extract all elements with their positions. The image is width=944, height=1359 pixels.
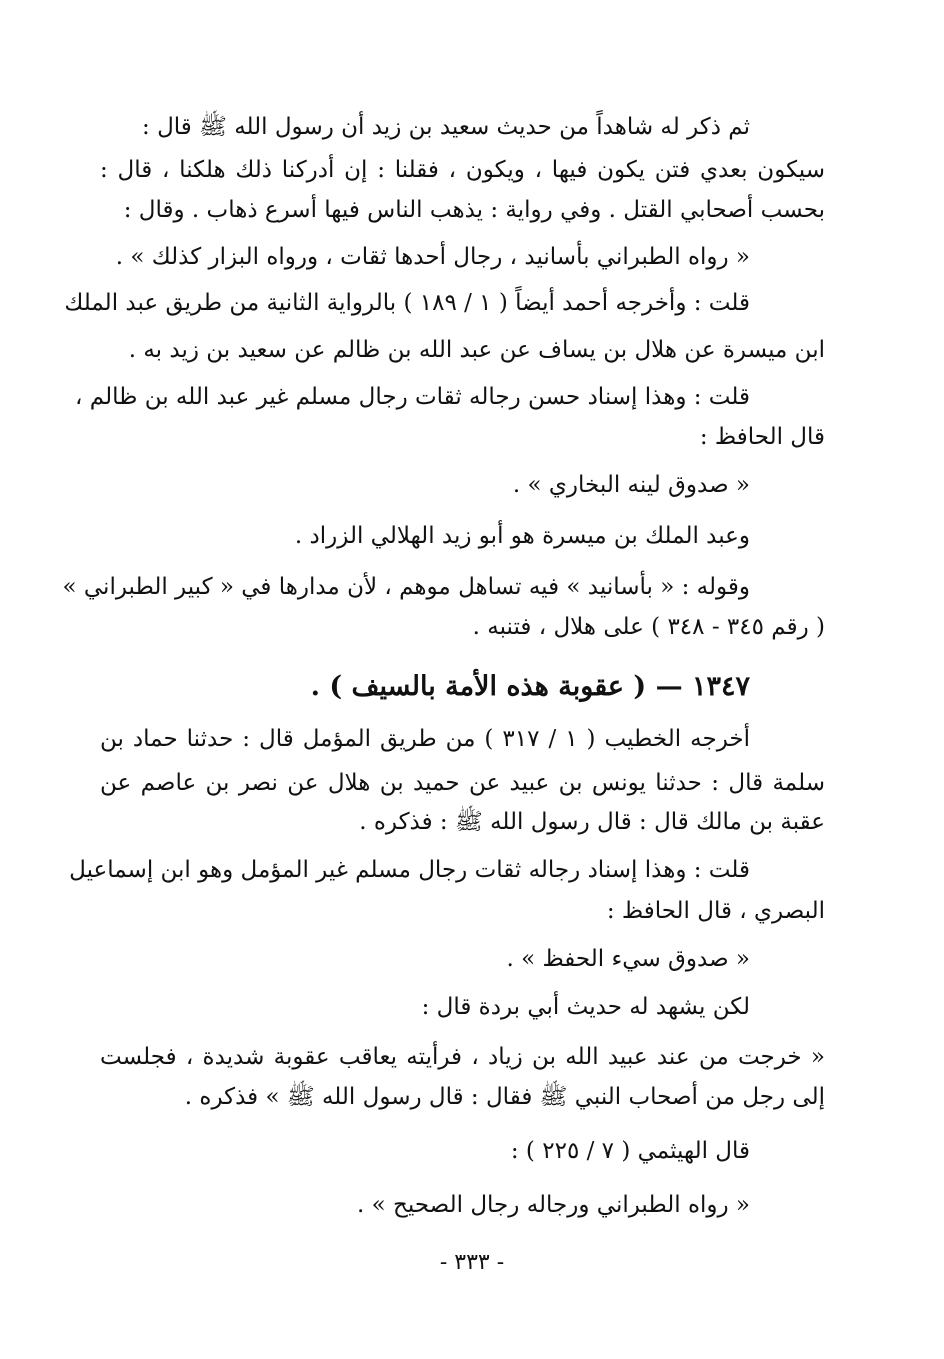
text-line-23: قال الهيثمي ( ٧ / ٢٢٥ ) : — [510, 1138, 750, 1164]
text-line-3: بحسب أصحابي القتل . وفي رواية : يذهب الناس فيها أسرع ذهاب . وقال : — [123, 197, 825, 223]
text-line-19: « صدوق سيء الحفظ » . — [506, 946, 750, 972]
text-line-15: سلمة قال : حدثنا يونس بن عبيد عن حميد بن هلال عن نصر بن عاصم عن — [100, 770, 825, 796]
text-line-2: سيكون بعدي فتن يكون فيها ، ويكون ، فقلنا : إن أدركنا ذلك هلكنا ، قال : — [100, 157, 825, 183]
text-line-4: « رواه الطبراني بأسانيد ، رجال أحدها ثقات ، ورواه البزار كذلك » . — [115, 244, 750, 270]
text-line-22: إلى رجل من أصحاب النبي ﷺ فقال : قال رسول الله ﷺ » فذكره . — [184, 1084, 825, 1110]
text-line-18: البصري ، قال الحافظ : — [606, 898, 825, 924]
text-line-5: قلت : وأخرجه أحمد أيضاً ( ١ / ١٨٩ ) بالرواية الثانية من طريق عبد الملك — [64, 290, 750, 316]
text-line-14: أخرجه الخطيب ( ١ / ٣١٧ ) من طريق المؤمل قال : حدثنا حماد بن — [100, 726, 750, 752]
text-line-8: قال الحافظ : — [699, 424, 825, 450]
text-line-24: « رواه الطبراني ورجاله رجال الصحيح » . — [357, 1192, 750, 1218]
text-line-20: لكن يشهد له حديث أبي بردة قال : — [421, 994, 750, 1020]
text-line-9: « صدوق لينه البخاري » . — [512, 472, 750, 498]
text-line-21: « خرجت من عند عبيد الله بن زياد ، فرأيته يعاقب عقوبة شديدة ، فجلست — [100, 1044, 825, 1070]
text-line-7: قلت : وهذا إسناد حسن رجاله ثقات رجال مسلم غير عبد الله بن ظالم ، — [75, 384, 750, 410]
text-line-17: قلت : وهذا إسناد رجاله ثقات رجال مسلم غير المؤمل وهو ابن إسماعيل — [69, 857, 750, 883]
text-line-6: ابن ميسرة عن هلال بن يساف عن عبد الله بن ظالم عن سعيد بن زيد به . — [128, 337, 825, 363]
hadith-heading: ١٣٤٧ — ( عقوبة هذه الأمة بالسيف ) . — [310, 671, 750, 702]
text-line-12: ( رقم ٣٤٥ - ٣٤٨ ) على هلال ، فتنبه . — [472, 614, 825, 640]
text-line-11: وقوله : « بأسانيد » فيه تساهل موهم ، لأن مدارها في « كبير الطبراني » — [62, 574, 750, 600]
text-line-16: عقبة بن مالك قال : قال رسول الله ﷺ : فذكره . — [359, 809, 825, 835]
page-number: - ٣٣٣ - — [439, 1250, 505, 1275]
text-line-10: وعبد الملك بن ميسرة هو أبو زيد الهلالي الزراد . — [294, 523, 750, 549]
text-line-1: ثم ذكر له شاهداً من حديث سعيد بن زيد أن رسول الله ﷺ قال : — [142, 114, 750, 140]
